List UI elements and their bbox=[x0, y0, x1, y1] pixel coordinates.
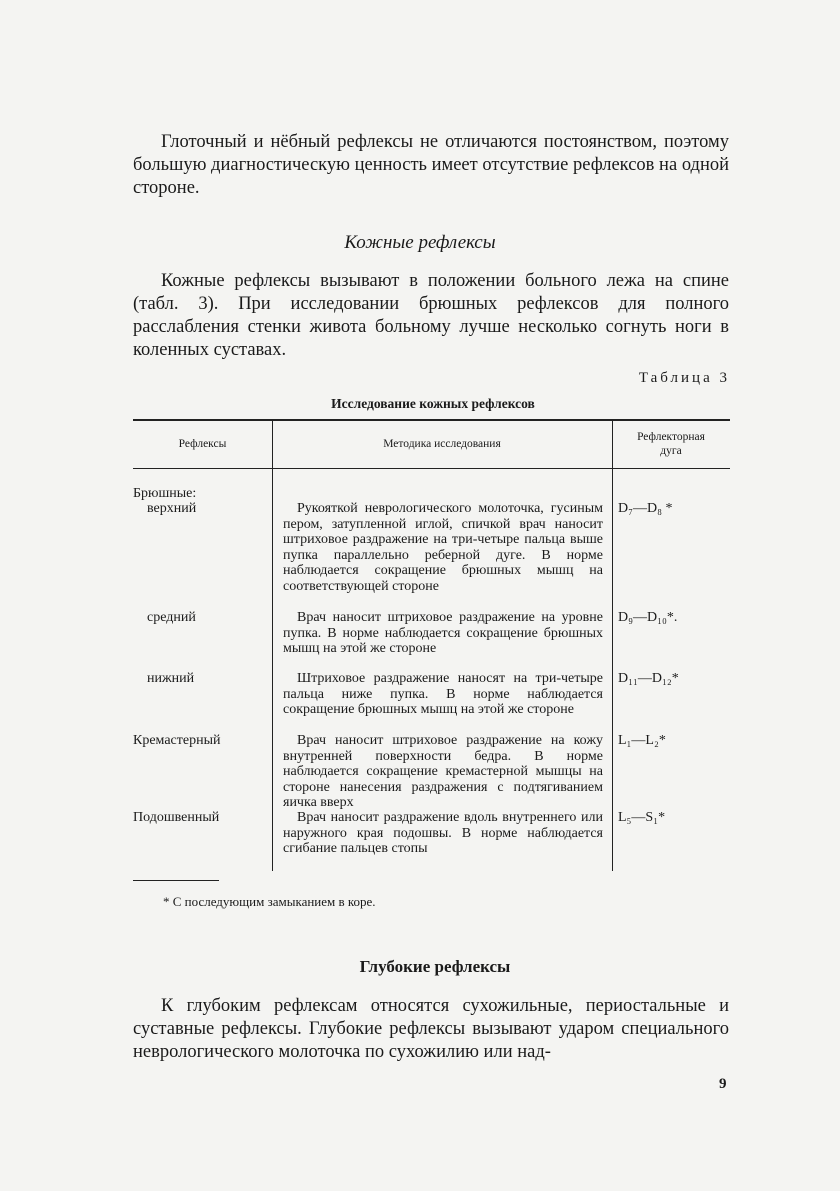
section-heading-deep-reflexes: Глубокие рефлексы bbox=[359, 957, 511, 976]
table-header-rule bbox=[133, 468, 730, 469]
table-row-method: Врач наносит штриховое раздражение на кожу внутренней поверхности бедра. В норме наблюдается сокращение кремастерной мышцы на стороне нанесения раздражения с подтягиванием яичка вверх bbox=[283, 733, 603, 810]
table-row-name: Кремастерный bbox=[133, 733, 221, 748]
table-row-name: средний bbox=[147, 610, 196, 625]
column-header-arc-line1: Рефлекторная bbox=[637, 431, 705, 443]
table-row-arc: L₁—L₂* bbox=[618, 733, 666, 748]
table-row-name: Подошвенный bbox=[133, 810, 220, 825]
table-row-method: Штриховое раздражение наносят на три-четыре пальца ниже пупка. В норме наблюдается сокращение брюшных мышц на этой же стороне bbox=[283, 671, 603, 717]
section-heading-skin-reflexes: Кожные рефлексы bbox=[344, 232, 496, 253]
table-row-arc: D₇—D₈ * bbox=[618, 501, 673, 516]
table-row-method: Врач наносит раздражение вдоль внутреннего или наружного края подошвы. В норме наблюдается сгибание пальцев стопы bbox=[283, 810, 603, 856]
table-top-rule bbox=[133, 419, 730, 421]
table-row-arc: D₁₁—D₁₂* bbox=[618, 671, 679, 686]
column-header-method: Методика исследования bbox=[383, 438, 501, 450]
table-row-arc: D₉—D₁₀*. bbox=[618, 610, 678, 625]
table-column-divider-1 bbox=[272, 420, 273, 871]
table-label: Таблица 3 bbox=[638, 370, 730, 386]
table-group-abdominal: Брюшные: bbox=[133, 486, 197, 501]
table-row-method: Рукояткой неврологического молоточка, гусиным пером, затупленной иглой, спичкой врач наносит штриховое раздражение на три-четыре пальца выше пупка параллельно реберной дуге. В норме наблюдается сокращение брюшных мышц на соответствующей стороне bbox=[283, 501, 603, 594]
table-title: Исследование кожных рефлексов bbox=[331, 396, 535, 411]
column-header-arc bbox=[612, 430, 730, 458]
column-header-arc-line2: дуга bbox=[660, 445, 682, 457]
footnote-rule bbox=[133, 880, 219, 881]
table-column-divider-2 bbox=[612, 420, 613, 871]
table-row-name: нижний bbox=[147, 671, 195, 686]
page-number: 9 bbox=[719, 1076, 727, 1092]
paragraph-pharyngeal-reflexes: Глоточный и нёбный рефлексы не отличаются постоянством, поэтому большую диагностическую ценность имеет отсутствие рефлексов на одной стороне. bbox=[133, 132, 729, 198]
footnote: * С последующим замыканием в коре. bbox=[163, 894, 376, 909]
table-row-name: верхний bbox=[147, 501, 197, 516]
table-row-arc: L₅—S₁* bbox=[618, 810, 666, 825]
paragraph-skin-reflexes: Кожные рефлексы вызывают в положении больного лежа на спине (табл. 3). При исследовании брюшных рефлексов для полного расслабления стенки живота больному лучше несколько согнуть ноги в коленных суставах. bbox=[133, 271, 729, 360]
column-header-reflexes: Рефлексы bbox=[178, 438, 227, 450]
table-row-method: Врач наносит штриховое раздражение на уровне пупка. В норме наблюдается сокращение брюшных мышц на этой же стороне bbox=[283, 610, 603, 656]
paragraph-deep-reflexes: К глубоким рефлексам относятся сухожильные, периостальные и суставные рефлексы. Глубокие рефлексы вызывают ударом специального неврологического молоточка по сухожилию или над- bbox=[133, 996, 729, 1062]
